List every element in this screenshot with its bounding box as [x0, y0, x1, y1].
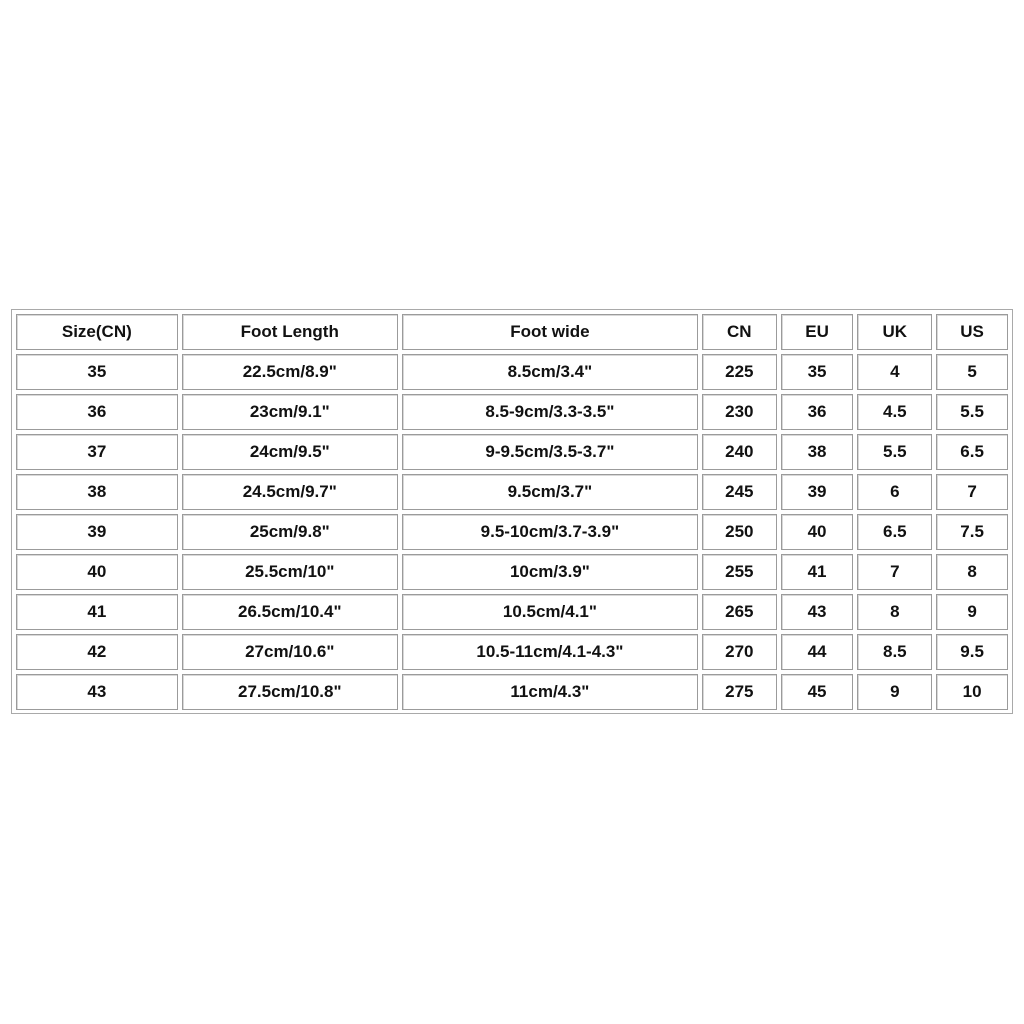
- header-cell-us: US: [936, 314, 1008, 350]
- table-cell: 9: [936, 594, 1008, 630]
- table-cell: 35: [781, 354, 854, 390]
- table-cell: 40: [16, 554, 178, 590]
- table-cell: 35: [16, 354, 178, 390]
- table-cell: 23cm/9.1": [182, 394, 398, 430]
- table-cell: 25cm/9.8": [182, 514, 398, 550]
- table-cell: 39: [781, 474, 854, 510]
- table-cell: 39: [16, 514, 178, 550]
- table-row: [16, 634, 1008, 670]
- table-row: [16, 474, 1008, 510]
- table-cell: 9-9.5cm/3.5-3.7": [402, 434, 698, 470]
- table-cell: 250: [702, 514, 777, 550]
- table-cell: 10.5cm/4.1": [402, 594, 698, 630]
- table-cell: 36: [16, 394, 178, 430]
- table-cell: 40: [781, 514, 854, 550]
- table-cell: 26.5cm/10.4": [182, 594, 398, 630]
- size-chart-table: [11, 309, 1013, 714]
- table-cell: 37: [16, 434, 178, 470]
- table-cell: 5.5: [857, 434, 932, 470]
- table-cell: 10.5-11cm/4.1-4.3": [402, 634, 698, 670]
- table-cell: 230: [702, 394, 777, 430]
- table-cell: 9.5-10cm/3.7-3.9": [402, 514, 698, 550]
- table-cell: 42: [16, 634, 178, 670]
- table-cell: 6.5: [857, 514, 932, 550]
- table-cell: 4: [857, 354, 932, 390]
- table-cell: 245: [702, 474, 777, 510]
- table-cell: 36: [781, 394, 854, 430]
- table-cell: 7: [936, 474, 1008, 510]
- table-cell: 25.5cm/10": [182, 554, 398, 590]
- table-cell: 8: [857, 594, 932, 630]
- header-cell-foot-length: Foot Length: [182, 314, 398, 350]
- table-cell: 9: [857, 674, 932, 710]
- table-cell: 44: [781, 634, 854, 670]
- table-cell: 8.5-9cm/3.3-3.5": [402, 394, 698, 430]
- header-cell-cn: CN: [702, 314, 777, 350]
- table-cell: 41: [781, 554, 854, 590]
- header-cell-size-cn: Size(CN): [16, 314, 178, 350]
- table-cell: 7: [857, 554, 932, 590]
- table-cell: 38: [781, 434, 854, 470]
- table-cell: 9.5: [936, 634, 1008, 670]
- table-cell: 43: [781, 594, 854, 630]
- table-cell: 5.5: [936, 394, 1008, 430]
- table-cell: 41: [16, 594, 178, 630]
- table-cell: 10cm/3.9": [402, 554, 698, 590]
- table-cell: 265: [702, 594, 777, 630]
- table-cell: 9.5cm/3.7": [402, 474, 698, 510]
- table-cell: 255: [702, 554, 777, 590]
- table-cell: 7.5: [936, 514, 1008, 550]
- table-row: [16, 354, 1008, 390]
- table-row: [16, 434, 1008, 470]
- table-cell: 270: [702, 634, 777, 670]
- table-cell: 38: [16, 474, 178, 510]
- table-row: [16, 594, 1008, 630]
- table-cell: 45: [781, 674, 854, 710]
- table-row: [16, 514, 1008, 550]
- table-cell: 27.5cm/10.8": [182, 674, 398, 710]
- table-cell: 4.5: [857, 394, 932, 430]
- table-cell: 22.5cm/8.9": [182, 354, 398, 390]
- table-cell: 24.5cm/9.7": [182, 474, 398, 510]
- table-cell: 5: [936, 354, 1008, 390]
- size-chart-grid: [12, 310, 1012, 714]
- table-cell: 225: [702, 354, 777, 390]
- header-cell-foot-wide: Foot wide: [402, 314, 698, 350]
- table-cell: 43: [16, 674, 178, 710]
- table-row: [16, 674, 1008, 710]
- table-cell: 8: [936, 554, 1008, 590]
- table-cell: 275: [702, 674, 777, 710]
- table-cell: 8.5cm/3.4": [402, 354, 698, 390]
- table-cell: 6: [857, 474, 932, 510]
- table-row: [16, 554, 1008, 590]
- header-row: [16, 314, 1008, 350]
- header-cell-eu: EU: [781, 314, 854, 350]
- table-cell: 27cm/10.6": [182, 634, 398, 670]
- table-cell: 6.5: [936, 434, 1008, 470]
- table-cell: 240: [702, 434, 777, 470]
- table-cell: 24cm/9.5": [182, 434, 398, 470]
- table-cell: 8.5: [857, 634, 932, 670]
- table-cell: 10: [936, 674, 1008, 710]
- table-row: [16, 394, 1008, 430]
- header-cell-uk: UK: [857, 314, 932, 350]
- table-cell: 11cm/4.3": [402, 674, 698, 710]
